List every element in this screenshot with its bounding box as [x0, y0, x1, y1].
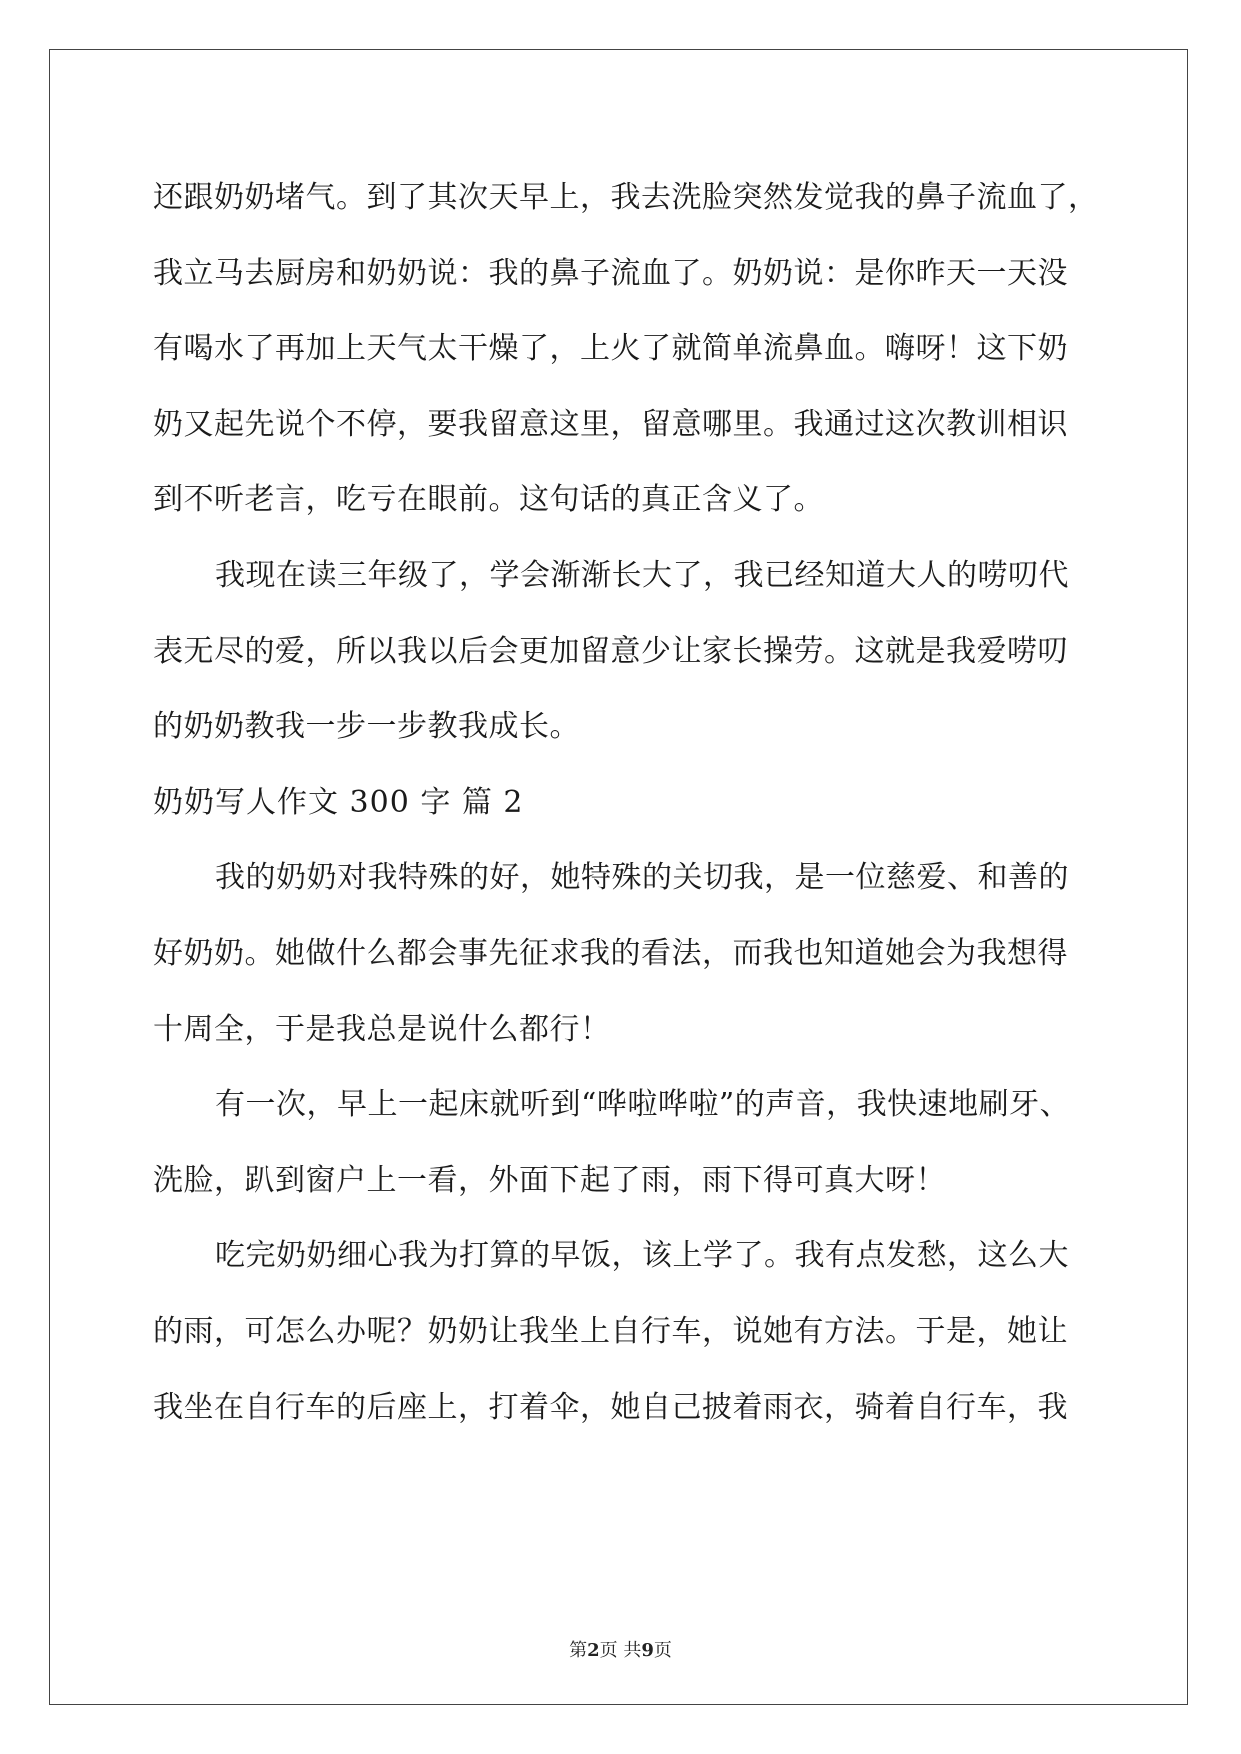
text-line: 我坐在自行车的后座上，打着伞，她自己披着雨衣，骑着自行车，我: [153, 1389, 1068, 1425]
paragraph-start-line: 我的奶奶对我特殊的好，她特殊的关切我，是一位慈爱、和善的: [215, 860, 1069, 896]
page-mid: 页 共: [599, 1640, 642, 1661]
text-line: 我立马去厨房和奶奶说：我的鼻子流血了。奶奶说：是你昨天一天没: [153, 255, 1068, 291]
text-line: 好奶奶。她做什么都会事先征求我的看法，而我也知道她会为我想得: [153, 935, 1068, 971]
text-line: 十周全，于是我总是说什么都行！: [153, 1011, 611, 1047]
page-total-number: 9: [641, 1640, 654, 1661]
text-line: 的雨，可怎么办呢？奶奶让我坐上自行车，说她有方法。于是，她让: [153, 1313, 1068, 1349]
page-prefix: 第: [569, 1640, 588, 1661]
text-line: 到不听老言，吃亏在眼前。这句话的真正含义了。: [153, 482, 824, 518]
text-line: 奶又起先说个不停，要我留意这里，留意哪里。我通过这次教训相识: [153, 406, 1068, 442]
paragraph-start-line: 有一次，早上一起床就听到“哗啦哗啦”的声音，我快速地刷牙、: [215, 1087, 1071, 1123]
text-line: 还跟奶奶堵气。到了其次天早上，我去洗脸突然发觉我的鼻子流血了，: [153, 180, 1099, 215]
text-line: 表无尽的爱，所以我以后会更加留意少让家长操劳。这就是我爱唠叨: [153, 633, 1068, 669]
page-suffix: 页: [653, 1640, 672, 1661]
page-footer: [0, 1636, 1241, 1662]
paragraph-start-line: 我现在读三年级了，学会渐渐长大了，我已经知道大人的唠叨代: [215, 557, 1069, 593]
paragraph-start-line: 吃完奶奶细心我为打算的早饭，该上学了。我有点发愁，这么大: [215, 1238, 1069, 1274]
text-line: 洗脸，趴到窗户上一看，外面下起了雨，雨下得可真大呀！: [153, 1162, 946, 1198]
document-body: [153, 160, 1099, 1445]
text-line: 的奶奶教我一步一步教我成长。: [153, 709, 580, 745]
text-line: 有喝水了再加上天气太干燥了，上火了就简单流鼻血。嗨呀！这下奶: [153, 331, 1068, 367]
section-heading: 奶奶写人作文 300 字 篇 2: [153, 784, 524, 820]
page-current-number: 2: [587, 1640, 600, 1661]
